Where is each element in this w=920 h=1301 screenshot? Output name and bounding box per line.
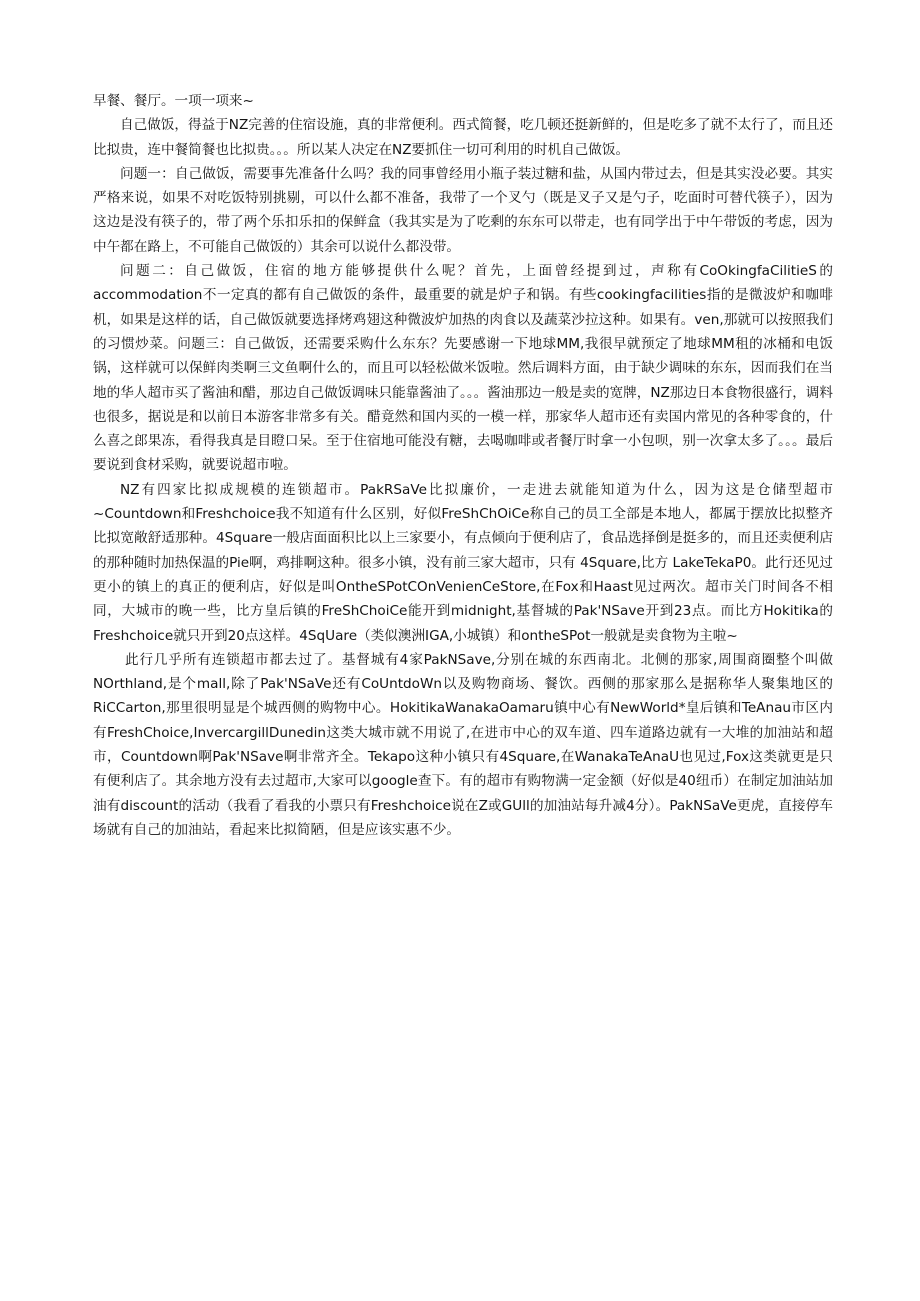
paragraph-intro: 早餐、餐厅。一项一项来~ [93, 93, 254, 109]
paragraph-cooking-intro: 自己做饭，得益于NZ完善的住宿设施，真的非常便利。西式简餐，吃几顿还挺新鲜的，但是吃多了就不太行了，而且还比拟贵，连中餐简餐也比拟贵。。。所以某人决定在NZ要抓住一切可利用的时机自己做饭。 [93, 117, 833, 158]
paragraph-supermarkets: NZ有四家比拟成规模的连锁超市。PakRSaVe比拟廉价，一走进去就能知道为什么，因为这是仓储型超市~Countdown和Freshchoice我不知道有什么区别，好似FreShChOiCe称自己的员工全部是本地人，都属于摆放比拟整齐比拟宽敞舒适那种。4Square一般店面面积比以上三家要小，有点倾向于便利店了，食品选择倒是挺多的，而且还卖便利店的那种随时加热保温的Pie啊，鸡排啊这种。很多小镇，没有前三家大超市，只有 4Square,比方 LakeTekaP0。此行还见过更小的镇上的真正的便利店，好似是叫OntheSPotCOnVenienCeStore,在Fox和Haast见过两次。超市关门时间各不相同，大城市的晚一些，比方皇后镇的FreShChoiCe能开到midnight,基督城的Pak'NSave开到23点。而比方Hokitika的Freshchoice就只开到20点这样。4SqUare（类似澳洲IGA,小城镇）和ontheSPot一般就是卖食物为主啦~ [93, 481, 833, 644]
document-body [93, 89, 833, 842]
paragraph-question-one: 问题一：自己做饭，需要事先准备什么吗？我的同事曾经用小瓶子装过糖和盐，从国内带过去，但是其实没必要。其实严格来说，如果不对吃饭特别挑剔，可以什么都不准备，我带了一个叉勺（既是叉子又是勺子，吃面时可替代筷子），因为这边是没有筷子的，带了两个乐扣乐扣的保鲜盒（我其实是为了吃剩的东东可以带走，也有同学出于中午带饭的考虑，因为中午都在路上，不可能自己做饭的）其余可以说什么都没带。 [93, 165, 833, 255]
paragraph-question-two: 问题二：自己做饭，住宿的地方能够提供什么呢？首先，上面曾经提到过，声称有CoOkingfaCilitieS的accommodation不一定真的都有自己做饭的条件，最重要的就是炉子和锅。有些cookingfacilities指的是微波炉和咖啡机，如果是这样的话，自己做饭就要选择烤鸡翅这种微波炉加热的肉食以及蔬菜沙拉这种。如果有。ven,那就可以按照我们的习惯炒菜。问题三：自己做饭，还需要采购什么东东？先要感谢一下地球MM,我很早就预定了地球MM租的冰桶和电饭锅，这样就可以保鲜肉类啊三文鱼啊什么的，而且可以轻松做米饭啦。然后调料方面，由于缺少调味的东东，因而我们在当地的华人超市买了酱油和醋，那边自己做饭调味只能靠酱油了。。。酱油那边一般是卖的宽牌，NZ那边日本食物很盛行，调料也很多，据说是和以前日本游客非常多有关。醋竟然和国内买的一模一样，那家华人超市还有卖国内常见的各种零食的，什么喜之郎果冻，看得我真是目瞪口呆。至于住宿地可能没有糖，去喝咖啡或者餐厅时拿一小包呗，别一次拿太多了。。。最后要说到食材采购，就要说超市啦。 [93, 263, 833, 474]
paragraph-supermarket-visits: 此行几乎所有连锁超市都去过了。基督城有4家PakNSave,分别在城的东西南北。北侧的那家,周围商圈整个叫做NOrthland,是个mall,除了Pak'NSaVe还有CoUntdoWn以及购物商场、餐饮。西侧的那家那么是据称华人聚集地区的RiCCarton,那里很明显是个城西侧的购物中心。HokitikaWanakaOamaru镇中心有NewWorld*皇后镇和TeAnau市区内有FreshChoice,InvercargillDunedin这类大城市就不用说了,在进市中心的双车道、四车道路边就有一大堆的加油站和超市，Countdown啊Pak'NSave啊非常齐全。Tekapo这种小镇只有4Square,在WanakaTeAnaU也见过,Fox这类就更是只有便利店了。其余地方没有去过超市,大家可以google查下。有的超市有购物满一定金额（好似是40纽币）在制定加油站加油有discount的活动（我看了看我的小票只有Freshchoice说在Z或GUll的加油站每升减4分）。PakNSaVe更虎，直接停车场就有自己的加油站，看起来比拟简陋，但是应该实惠不少。 [93, 651, 833, 838]
